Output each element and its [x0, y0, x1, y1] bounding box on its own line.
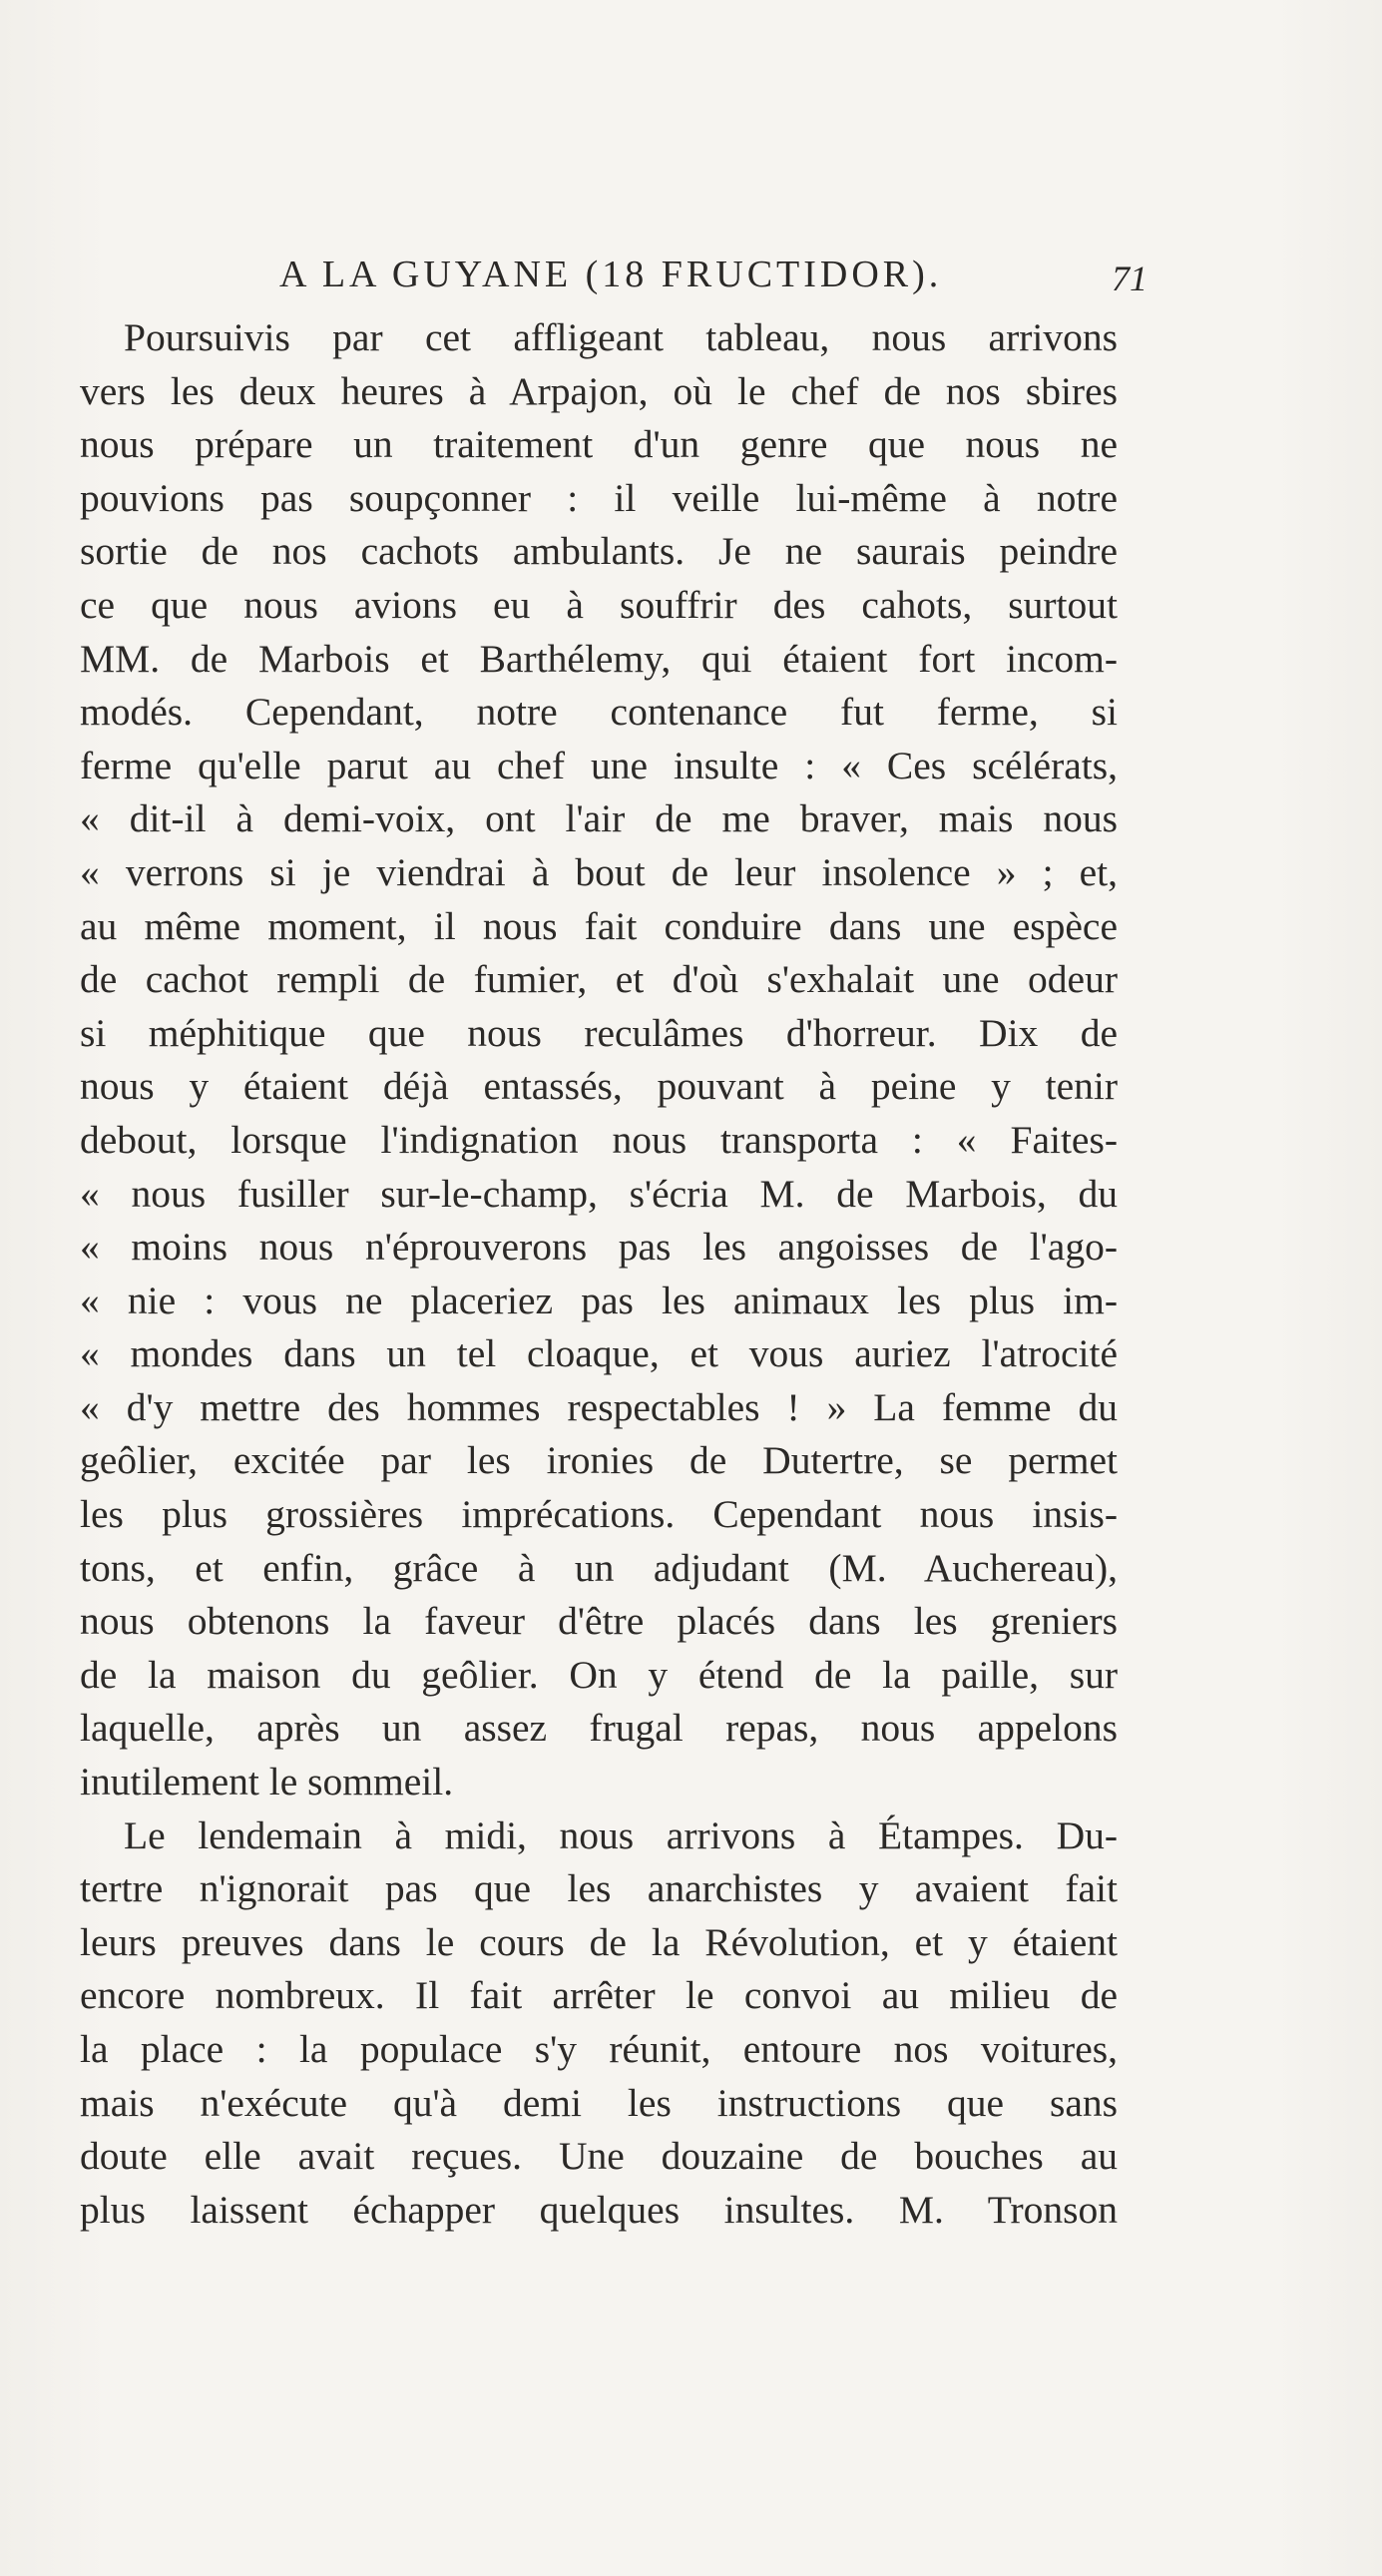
text-line: pouvions pas soupçonner : il veille lui-même à notre	[80, 475, 1118, 520]
text-line: ce que nous avions eu à souffrir des cahots, surtout	[80, 582, 1118, 627]
body-text	[80, 311, 1118, 2237]
text-line: tertre n'ignorait pas que les anarchistes y avaient fait	[80, 1866, 1118, 1911]
text-line: si méphitique que nous reculâmes d'horreur. Dix de	[80, 1010, 1118, 1055]
text-line: inutilement le sommeil.	[80, 1760, 454, 1804]
page-header	[279, 245, 1148, 304]
text-line: encore nombreux. Il fait arrêter le convoi au milieu de	[80, 1973, 1118, 2018]
text-line: « mondes dans un tel cloaque, et vous auriez l'atrocité	[80, 1331, 1118, 1376]
text-line: vers les deux heures à Arpajon, où le chef de nos sbires	[80, 368, 1118, 413]
text-line: « verrons si je viendrai à bout de leur insolence » ; et,	[80, 849, 1118, 894]
text-line: debout, lorsque l'indignation nous transporta : « Faites-	[80, 1117, 1118, 1162]
text-line: de cachot rempli de fumier, et d'où s'exhalait une odeur	[80, 957, 1118, 1002]
text-line: MM. de Marbois et Barthélemy, qui étaient fort incom-	[80, 636, 1118, 681]
text-line: nous y étaient déjà entassés, pouvant à peine y tenir	[80, 1064, 1118, 1109]
text-line: les plus grossières imprécations. Cependant nous insis-	[80, 1492, 1118, 1537]
text-line: mais n'exécute qu'à demi les instructions que sans	[80, 2080, 1118, 2125]
text-line: modés. Cependant, notre contenance fut ferme, si	[80, 690, 1118, 735]
text-line: « dit-il à demi-voix, ont l'air de me braver, mais nous	[80, 796, 1118, 841]
text-line: « nie : vous ne placeriez pas les animaux les plus im-	[80, 1278, 1118, 1322]
text-line: Poursuivis par cet affligeant tableau, nous arrivons	[124, 315, 1118, 359]
text-line: tons, et enfin, grâce à un adjudant (M. Auchereau),	[80, 1545, 1118, 1590]
text-line: nous obtenons la faveur d'être placés dans les greniers	[80, 1599, 1118, 1644]
text-line: plus laissent échapper quelques insultes. M. Tronson	[80, 2187, 1118, 2232]
text-line: sortie de nos cachots ambulants. Je ne saurais peindre	[80, 529, 1118, 574]
text-line: Le lendemain à midi, nous arrivons à Étampes. Du-	[124, 1812, 1118, 1857]
page-number: 71	[1112, 258, 1148, 298]
text-line: « moins nous n'éprouverons pas les angoisses de l'ago-	[80, 1225, 1118, 1270]
text-line: « d'y mettre des hommes respectables ! » La femme du	[80, 1384, 1118, 1429]
text-line: la place : la populace s'y réunit, entoure nos voitures,	[80, 2027, 1118, 2071]
text-line: geôlier, excitée par les ironies de Dutertre, se permet	[80, 1438, 1118, 1483]
text-line: « nous fusiller sur-le-champ, s'écria M. de Marbois, du	[80, 1171, 1118, 1216]
text-line: ferme qu'elle parut au chef une insulte : « Ces scélérats,	[80, 743, 1118, 787]
text-line: doute elle avait reçues. Une douzaine de bouches au	[80, 2134, 1118, 2179]
text-line: laquelle, après un assez frugal repas, nous appelons	[80, 1706, 1118, 1751]
text-line: au même moment, il nous fait conduire dans une espèce	[80, 903, 1118, 948]
text-line: leurs preuves dans le cours de la Révolution, et y étaient	[80, 1919, 1118, 1964]
text-line: nous prépare un traitement d'un genre que nous ne	[80, 422, 1118, 467]
running-head: A LA GUYANE (18 FRUCTIDOR).	[279, 254, 943, 295]
text-line: de la maison du geôlier. On y étend de la paille, sur	[80, 1652, 1118, 1697]
